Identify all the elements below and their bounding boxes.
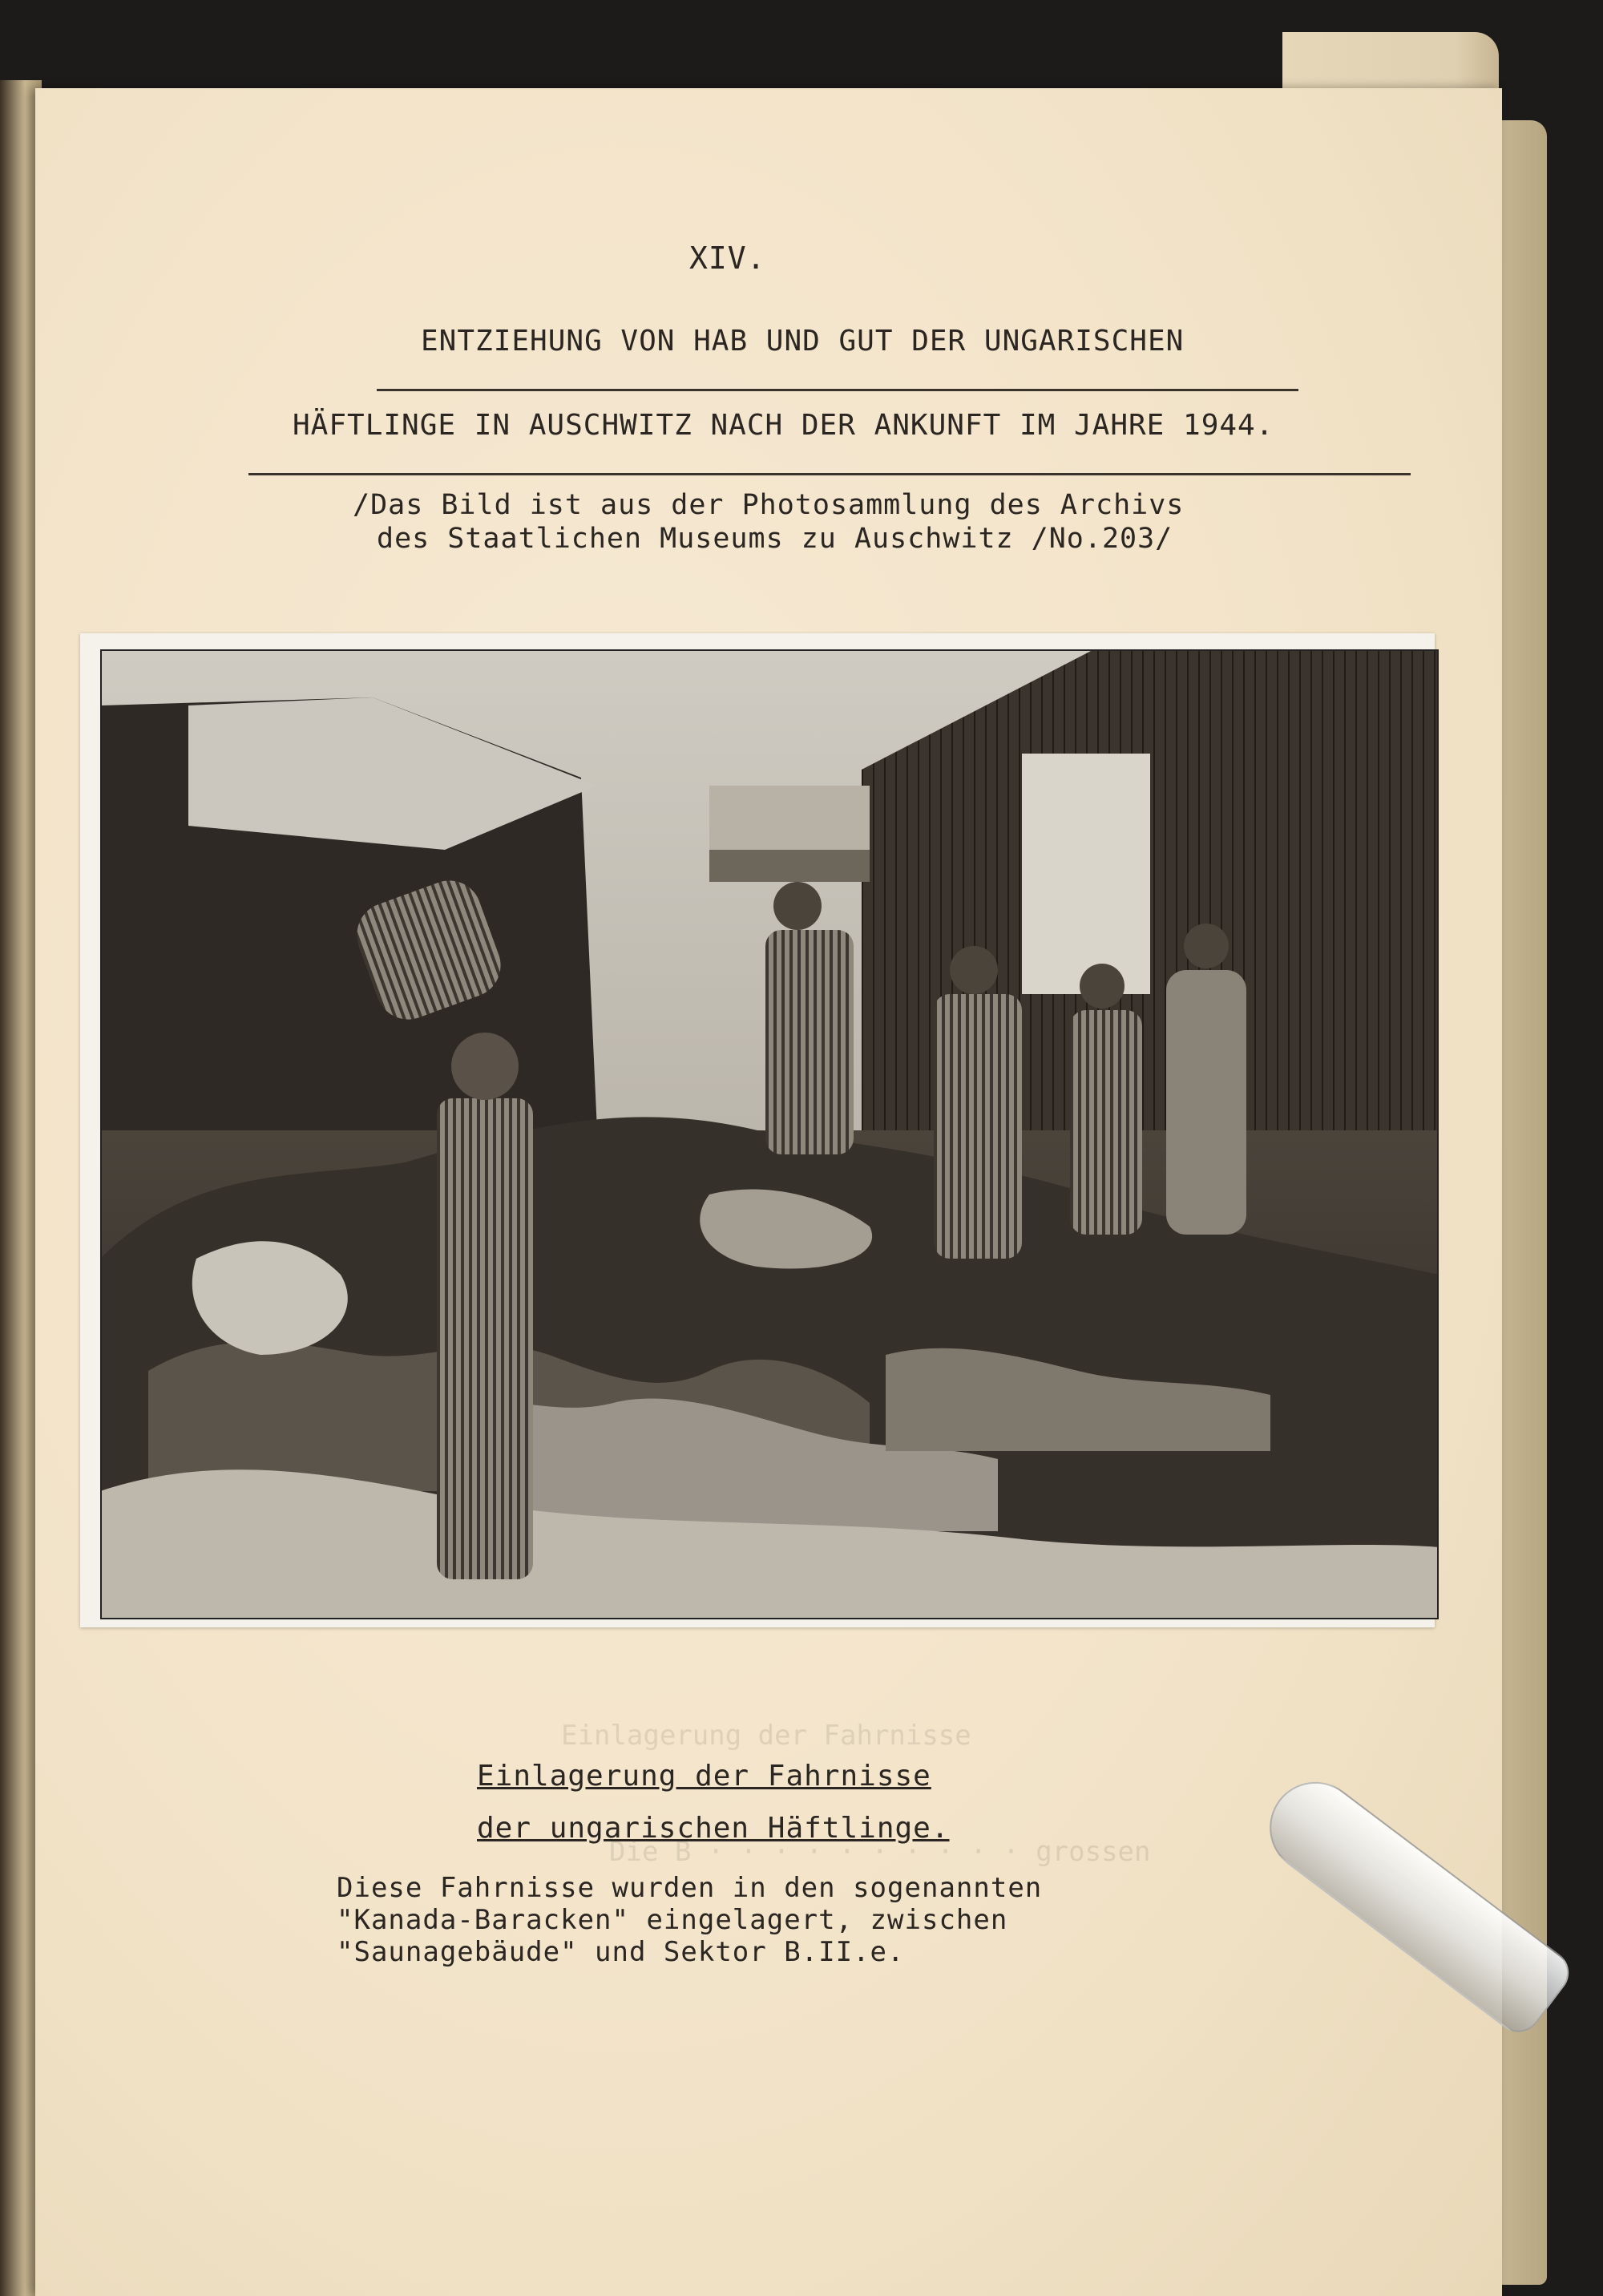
source-note-line-2: des Staatlichen Museums zu Auschwitz /No.203/ [377, 523, 1173, 555]
bleed-through-text: Die B · · · · · · · · · · grossen [609, 1836, 1151, 1868]
title-underline-1 [377, 389, 1298, 391]
source-note-line-1: /Das Bild ist aus der Photosammlung des Archivs [353, 489, 1185, 521]
caption-title-line-2: der ungarischen Häftlinge. [477, 1812, 950, 1845]
caption-body-line-1: Diese Fahrnisse wurden in den sogenannten [337, 1872, 1043, 1904]
section-number: XIV. [689, 241, 766, 276]
title-underline-2 [248, 473, 1411, 475]
page-title-line-1: ENTZIEHUNG VON HAB UND GUT DER UNGARISCHEN [421, 325, 1185, 358]
caption-body-line-2: "Kanada-Baracken" eingelagert, zwischen [337, 1904, 1008, 1936]
caption-body-line-3: "Saunagebäude" und Sektor B.II.e. [337, 1936, 905, 1968]
bleed-through-text: Einlagerung der Fahrnisse [561, 1720, 971, 1752]
historical-photograph [100, 649, 1439, 1619]
caption-title-line-1: Einlagerung der Fahrnisse [477, 1760, 931, 1793]
page-title-line-2: HÄFTLINGE IN AUSCHWITZ NACH DER ANKUNFT IM JAHRE 1944. [293, 409, 1274, 442]
